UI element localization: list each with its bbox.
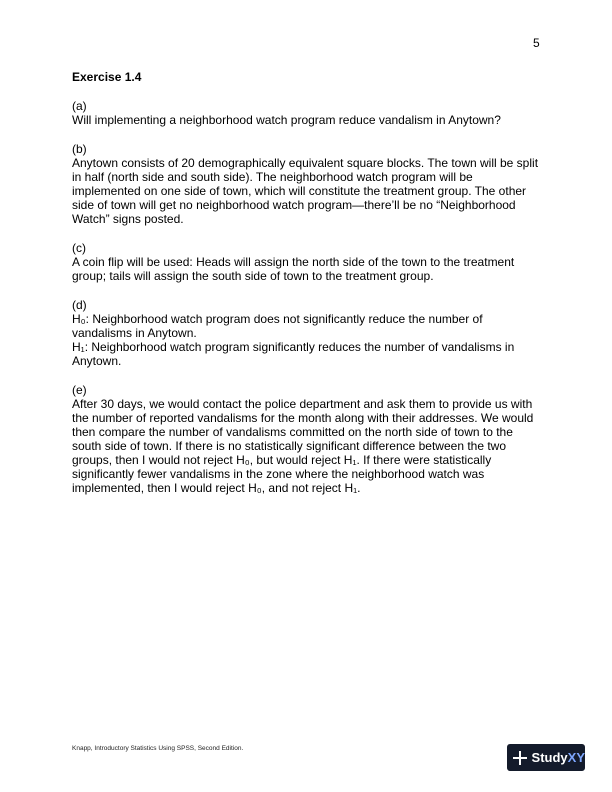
section-d xyxy=(72,298,542,368)
alternative-hypothesis: H₁: Neighborhood watch program significantly reduces the number of vandalisms in Anytown. xyxy=(72,340,515,368)
section-e-text: After 30 days, we would contact the police department and ask them to provide us with the number of reported vandalisms for the month along with their addresses. We would then compare the number of vandalisms committed on the north side of town to the south side of town. If there is no statistically significant difference between the two groups, then I would not reject H₀, but would reject H₁. If there were statistically significantly fewer vandalisms in the zone where the neighborhood watch was implemented, then I would reject H₀, and not reject H₁. xyxy=(72,397,534,495)
null-hypothesis: H₀: Neighborhood watch program does not significantly reduce the number of vandalisms in Anytown. xyxy=(72,312,483,340)
document-body xyxy=(72,70,542,510)
plus-icon xyxy=(513,751,526,765)
section-e xyxy=(72,383,542,495)
section-a-text: Will implementing a neighborhood watch program reduce vandalism in Anytown? xyxy=(72,113,501,127)
section-c-label: (c) xyxy=(72,241,86,255)
section-b xyxy=(72,142,542,226)
section-c-text: A coin flip will be used: Heads will assign the north side of the town to the treatment group; tails will assign the south side of town to the treatment group. xyxy=(72,255,515,283)
logo-text-study: Study xyxy=(531,750,568,765)
footer-citation: Knapp, Introductory Statistics Using SPSS, Second Edition. xyxy=(72,745,244,752)
section-e-label: (e) xyxy=(72,383,87,397)
section-c xyxy=(72,241,542,283)
exercise-title: Exercise 1.4 xyxy=(72,70,142,84)
studyxy-logo xyxy=(507,744,585,771)
section-a xyxy=(72,99,542,127)
logo-text-xy: XY xyxy=(567,750,585,765)
section-b-label: (b) xyxy=(72,142,87,156)
section-b-text: Anytown consists of 20 demographically equivalent square blocks. The town will be split in half (north side and south side). The neighborhood watch program will be implemented on one side of town, which will constitute the treatment group. The other side of town will get no neighborhood watch program—there’ll be no “Neighborhood Watch” signs posted. xyxy=(72,156,539,226)
section-a-label: (a) xyxy=(72,99,87,113)
section-d-label: (d) xyxy=(72,298,87,312)
page-number: 5 xyxy=(533,36,540,50)
